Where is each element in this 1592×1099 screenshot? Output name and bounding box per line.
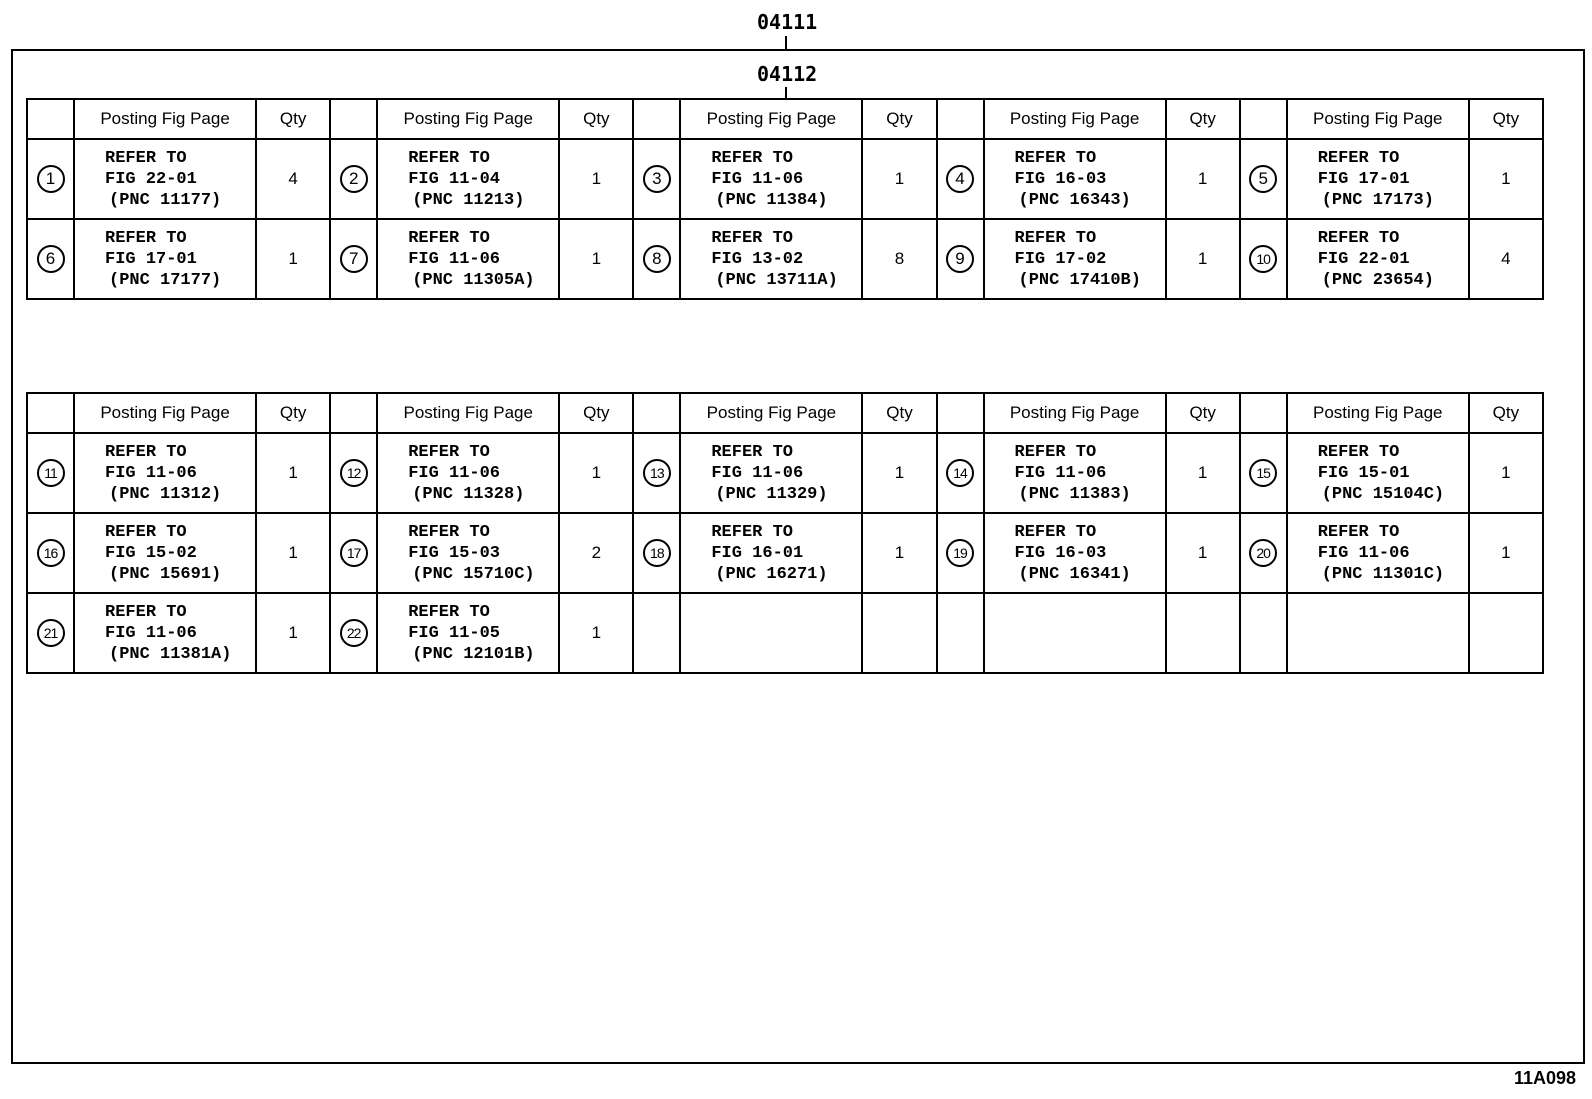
item-number-cell: [27, 593, 74, 673]
item-number-cell: [27, 513, 74, 593]
header-posting-fig-page: Posting Fig Page: [74, 393, 256, 433]
reference-line: FIG 16-03: [1014, 169, 1107, 189]
posting-reference-cell: [377, 433, 559, 513]
qty-cell: [1469, 593, 1543, 673]
qty-cell: 4: [1469, 219, 1543, 299]
reference-line: (PNC 12101B): [412, 644, 535, 664]
reference-line: FIG 17-02: [1014, 249, 1107, 269]
item-number-badge: 20: [1249, 539, 1277, 567]
item-number-badge: 10: [1249, 245, 1277, 273]
leader-line: [785, 36, 787, 49]
posting-reference-cell: [74, 593, 256, 673]
item-number-cell: [27, 139, 74, 219]
qty-cell: 1: [1469, 139, 1543, 219]
item-number-badge: 17: [340, 539, 368, 567]
header-qty: Qty: [559, 99, 633, 139]
reference-line: REFER TO: [711, 522, 793, 542]
posting-reference-cell: [377, 139, 559, 219]
reference-line: FIG 11-06: [1317, 543, 1410, 563]
header-qty: Qty: [559, 393, 633, 433]
table-row: [27, 139, 1543, 219]
posting-reference-cell: [74, 139, 256, 219]
header-posting-fig-page: Posting Fig Page: [1287, 393, 1469, 433]
header-qty: Qty: [256, 99, 330, 139]
header-blank: [937, 393, 984, 433]
reference-line: REFER TO: [1014, 148, 1097, 168]
item-number-badge: 12: [340, 459, 368, 487]
item-number-badge: 1: [37, 165, 65, 193]
item-number-cell: [633, 593, 680, 673]
item-number-cell: [633, 139, 680, 219]
reference-line: (PNC 11305A): [412, 270, 535, 290]
posting-reference-cell: [984, 513, 1166, 593]
reference-line: FIG 11-06: [105, 463, 197, 483]
table-header-row: [27, 99, 1543, 139]
item-number-cell: [27, 433, 74, 513]
header-posting-fig-page: Posting Fig Page: [377, 99, 559, 139]
posting-reference-cell: [1287, 513, 1469, 593]
item-number-cell: [330, 513, 377, 593]
item-number-badge: 22: [340, 619, 368, 647]
item-number-cell: [937, 593, 984, 673]
qty-cell: 1: [256, 513, 330, 593]
reference-line: (PNC 11301C): [1321, 564, 1445, 584]
reference-line: (PNC 11384): [715, 190, 828, 210]
header-blank: [27, 99, 74, 139]
reference-line: FIG 17-01: [1317, 169, 1410, 189]
reference-line: REFER TO: [408, 148, 490, 168]
reference-line: FIG 11-05: [408, 623, 501, 643]
qty-cell: 1: [862, 513, 936, 593]
item-number-cell: [330, 219, 377, 299]
reference-line: REFER TO: [408, 442, 490, 462]
posting-reference-cell: [984, 433, 1166, 513]
reference-line: (PNC 23654): [1321, 270, 1434, 290]
qty-cell: 4: [256, 139, 330, 219]
reference-line: (PNC 15710C): [412, 564, 535, 584]
item-number-cell: [330, 139, 377, 219]
header-blank: [1240, 99, 1287, 139]
reference-line: REFER TO: [1014, 442, 1097, 462]
qty-cell: 1: [1166, 219, 1240, 299]
item-number-cell: [1240, 219, 1287, 299]
reference-line: REFER TO: [711, 148, 793, 168]
posting-reference-cell: [377, 513, 559, 593]
posting-reference-cell: [680, 433, 862, 513]
table-header-row: [27, 393, 1543, 433]
reference-line: (PNC 11177): [109, 190, 222, 210]
reference-line: FIG 11-06: [1014, 463, 1107, 483]
reference-line: REFER TO: [1014, 228, 1097, 248]
header-blank: [937, 99, 984, 139]
posting-reference-cell: [74, 219, 256, 299]
item-number-cell: [1240, 139, 1287, 219]
reference-line: REFER TO: [1014, 522, 1097, 542]
qty-cell: [1166, 593, 1240, 673]
assembly-code-04112: 04112: [757, 62, 818, 86]
header-blank: [27, 393, 74, 433]
reference-line: FIG 11-06: [408, 249, 501, 269]
reference-line: REFER TO: [408, 522, 490, 542]
qty-cell: 1: [1469, 513, 1543, 593]
qty-cell: [862, 593, 936, 673]
reference-line: REFER TO: [105, 228, 187, 248]
reference-table-2: [26, 392, 1544, 674]
qty-cell: 8: [862, 219, 936, 299]
assembly-code-04111: 04111: [757, 10, 818, 34]
header-qty: Qty: [1469, 99, 1543, 139]
table-row: [27, 219, 1543, 299]
posting-reference-cell: [984, 593, 1166, 673]
reference-line: (PNC 11328): [412, 484, 525, 504]
item-number-cell: [1240, 433, 1287, 513]
posting-reference-cell: [984, 219, 1166, 299]
item-number-badge: 16: [37, 539, 65, 567]
item-number-badge: 7: [340, 245, 368, 273]
header-qty: Qty: [1166, 99, 1240, 139]
reference-line: (PNC 16271): [715, 564, 828, 584]
reference-table-1: [26, 98, 1544, 300]
reference-line: (PNC 13711A): [715, 270, 838, 290]
item-number-badge: 5: [1249, 165, 1277, 193]
reference-line: FIG 17-01: [105, 249, 197, 269]
qty-cell: 1: [256, 219, 330, 299]
item-number-badge: 2: [340, 165, 368, 193]
header-posting-fig-page: Posting Fig Page: [377, 393, 559, 433]
reference-line: (PNC 11381A): [109, 644, 232, 664]
qty-cell: 1: [559, 139, 633, 219]
header-posting-fig-page: Posting Fig Page: [680, 393, 862, 433]
reference-line: FIG 15-01: [1317, 463, 1410, 483]
reference-line: REFER TO: [105, 522, 187, 542]
posting-reference-cell: [680, 139, 862, 219]
qty-cell: 1: [256, 433, 330, 513]
table-row: [27, 513, 1543, 593]
header-blank: [633, 393, 680, 433]
posting-reference-cell: [680, 593, 862, 673]
reference-line: REFER TO: [105, 442, 187, 462]
reference-line: FIG 11-06: [711, 463, 804, 483]
reference-line: FIG 15-03: [408, 543, 501, 563]
header-posting-fig-page: Posting Fig Page: [680, 99, 862, 139]
posting-reference-cell: [377, 593, 559, 673]
item-number-badge: 14: [946, 459, 974, 487]
reference-line: REFER TO: [408, 228, 490, 248]
reference-line: (PNC 16343): [1018, 190, 1131, 210]
reference-line: (PNC 15691): [109, 564, 222, 584]
posting-reference-cell: [680, 219, 862, 299]
reference-line: (PNC 11312): [109, 484, 222, 504]
reference-line: (PNC 17410B): [1018, 270, 1141, 290]
item-number-cell: [330, 433, 377, 513]
reference-line: (PNC 11329): [715, 484, 828, 504]
reference-line: FIG 22-01: [105, 169, 197, 189]
reference-line: FIG 11-06: [711, 169, 804, 189]
posting-reference-cell: [1287, 139, 1469, 219]
item-number-cell: [937, 433, 984, 513]
qty-cell: 1: [559, 433, 633, 513]
reference-line: (PNC 17173): [1321, 190, 1434, 210]
header-posting-fig-page: Posting Fig Page: [1287, 99, 1469, 139]
item-number-badge: 4: [946, 165, 974, 193]
header-qty: Qty: [1469, 393, 1543, 433]
qty-cell: 1: [1166, 513, 1240, 593]
item-number-badge: 15: [1249, 459, 1277, 487]
item-number-cell: [330, 593, 377, 673]
item-number-badge: 9: [946, 245, 974, 273]
item-number-cell: [1240, 593, 1287, 673]
qty-cell: 1: [256, 593, 330, 673]
item-number-cell: [937, 513, 984, 593]
reference-line: (PNC 16341): [1018, 564, 1131, 584]
reference-line: FIG 11-06: [408, 463, 501, 483]
reference-line: REFER TO: [105, 602, 187, 622]
item-number-badge: 8: [643, 245, 671, 273]
reference-line: (PNC 11383): [1018, 484, 1131, 504]
header-qty: Qty: [1166, 393, 1240, 433]
reference-line: REFER TO: [1317, 442, 1400, 462]
reference-line: REFER TO: [711, 228, 793, 248]
reference-line: (PNC 15104C): [1321, 484, 1445, 504]
reference-line: FIG 16-01: [711, 543, 804, 563]
item-number-cell: [633, 219, 680, 299]
reference-line: FIG 16-03: [1014, 543, 1107, 563]
item-number-cell: [1240, 513, 1287, 593]
reference-line: FIG 15-02: [105, 543, 197, 563]
item-number-badge: 3: [643, 165, 671, 193]
reference-line: (PNC 11213): [412, 190, 525, 210]
header-blank: [330, 99, 377, 139]
reference-line: REFER TO: [408, 602, 490, 622]
posting-reference-cell: [984, 139, 1166, 219]
qty-cell: 2: [559, 513, 633, 593]
header-qty: Qty: [256, 393, 330, 433]
item-number-cell: [633, 513, 680, 593]
header-posting-fig-page: Posting Fig Page: [984, 393, 1166, 433]
table-row: [27, 433, 1543, 513]
reference-line: FIG 11-06: [105, 623, 197, 643]
reference-line: REFER TO: [105, 148, 187, 168]
reference-line: (PNC 17177): [109, 270, 222, 290]
posting-reference-cell: [377, 219, 559, 299]
item-number-badge: 13: [643, 459, 671, 487]
posting-reference-cell: [1287, 593, 1469, 673]
header-blank: [330, 393, 377, 433]
qty-cell: 1: [1166, 139, 1240, 219]
header-posting-fig-page: Posting Fig Page: [984, 99, 1166, 139]
reference-line: REFER TO: [1317, 228, 1400, 248]
item-number-badge: 18: [643, 539, 671, 567]
item-number-badge: 19: [946, 539, 974, 567]
header-posting-fig-page: Posting Fig Page: [74, 99, 256, 139]
item-number-cell: [937, 219, 984, 299]
item-number-cell: [633, 433, 680, 513]
qty-cell: 1: [559, 593, 633, 673]
header-blank: [1240, 393, 1287, 433]
posting-reference-cell: [74, 513, 256, 593]
reference-line: FIG 11-04: [408, 169, 501, 189]
item-number-badge: 6: [37, 245, 65, 273]
reference-line: FIG 13-02: [711, 249, 804, 269]
item-number-cell: [937, 139, 984, 219]
reference-line: FIG 22-01: [1317, 249, 1410, 269]
reference-line: REFER TO: [711, 442, 793, 462]
figure-code: 11A098: [1513, 1068, 1576, 1088]
posting-reference-cell: [1287, 219, 1469, 299]
qty-cell: 1: [862, 433, 936, 513]
item-number-badge: 21: [37, 619, 65, 647]
item-number-cell: [27, 219, 74, 299]
table-row: [27, 593, 1543, 673]
reference-line: REFER TO: [1317, 522, 1400, 542]
posting-reference-cell: [1287, 433, 1469, 513]
reference-line: REFER TO: [1317, 148, 1400, 168]
posting-reference-cell: [680, 513, 862, 593]
posting-reference-cell: [74, 433, 256, 513]
qty-cell: 1: [1469, 433, 1543, 513]
qty-cell: 1: [1166, 433, 1240, 513]
header-qty: Qty: [862, 99, 936, 139]
header-qty: Qty: [862, 393, 936, 433]
header-blank: [633, 99, 680, 139]
qty-cell: 1: [559, 219, 633, 299]
qty-cell: 1: [862, 139, 936, 219]
item-number-badge: 11: [37, 459, 65, 487]
